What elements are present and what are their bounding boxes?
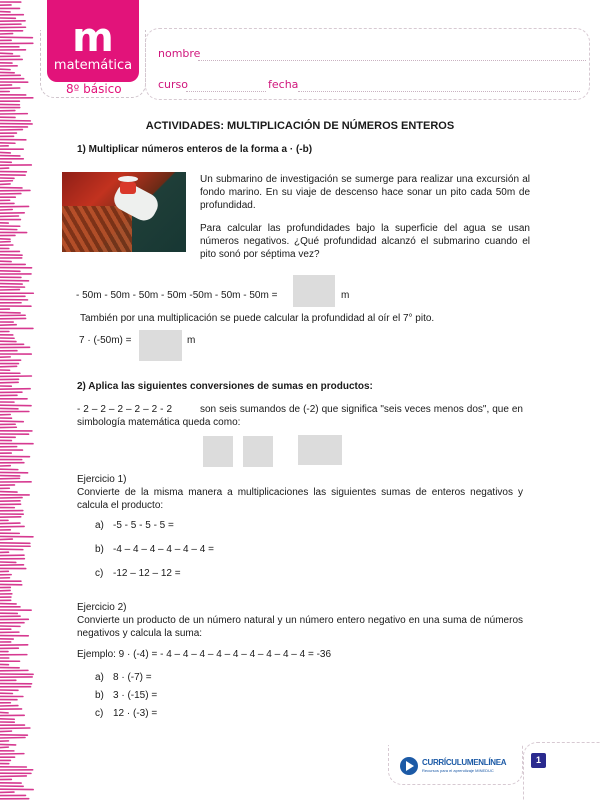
ex2-item-a: 8 · (-7) =: [113, 672, 152, 683]
ex1-item-a-label: a): [95, 520, 104, 531]
multiplication-note: También por una multiplicación se puede calcular la profundidad al oír el 7° pito.: [80, 313, 435, 324]
product-unit: m: [187, 335, 196, 346]
submarine-image: [62, 172, 186, 252]
brand-tagline: Recursos para el aprendizaje MINEDUC: [422, 768, 494, 773]
exercise1-instructions: Convierte de la misma manera a multiplicaciones las siguientes sumas de enteros negativos y calcula el producto:: [77, 487, 523, 511]
ex2-item-a-label: a): [95, 672, 104, 683]
logo-letter: m: [72, 15, 114, 61]
section2-heading: 2) Aplica las siguientes conversiones de sumas en productos:: [77, 381, 373, 392]
submarine-tower: [120, 182, 136, 194]
page-title: ACTIVIDADES: MULTIPLICACIÓN DE NÚMEROS ENTEROS: [145, 120, 455, 132]
story-paragraph-2: Para calcular las profundidades bajo la superficie del agua se usan números negativos. ¿Qué profundidad alcanzó el submarino cuando el pito sonó por séptima vez?: [200, 223, 530, 260]
exercise2-example: Ejemplo: 9 · (-4) = - 4 – 4 – 4 – 4 – 4 – 4 – 4 – 4 – 4 = -36: [77, 649, 332, 660]
ex1-item-b: -4 – 4 – 4 – 4 – 4 – 4 =: [113, 544, 214, 555]
intro-text: son seis sumandos de (-2) que significa "seis veces menos dos", que en simbología matemática queda como:: [77, 404, 523, 428]
page-number-badge: 1: [531, 753, 546, 768]
story-paragraph-1: Un submarino de investigación se sumerge para realizar una excursión al fondo marino. En su viaje de descenso hace sonar un pito cada 50m de profundidad.: [200, 174, 530, 211]
ex2-item-b-label: b): [95, 690, 104, 701]
deck-detail: [62, 206, 132, 252]
exercise2-heading: Ejercicio 2): [77, 602, 127, 613]
exercise1-heading: Ejercicio 1): [77, 474, 127, 485]
section1-heading: 1) Multiplicar números enteros de la forma a · (-b): [77, 144, 313, 155]
ex1-item-c: -12 – 12 – 12 =: [113, 568, 181, 579]
name-label: nombre: [158, 47, 201, 60]
brand-name: CURRÍCULUMENLÍNEA: [422, 758, 507, 767]
logo-word: matemática: [53, 58, 133, 73]
section2-intro: [77, 403, 523, 429]
subject-logo: [47, 0, 139, 82]
ex2-item-b: 3 · (-15) =: [113, 690, 158, 701]
date-field[interactable]: [298, 91, 580, 92]
footer-frame-right: [523, 742, 600, 800]
ex2-item-c-label: c): [95, 708, 104, 719]
answer-box-result[interactable]: [298, 435, 342, 465]
play-icon: [400, 757, 418, 775]
submarine-dish: [118, 176, 138, 182]
student-info-frame: [145, 28, 590, 100]
answer-box-product[interactable]: [139, 330, 182, 361]
answer-box-factor-2[interactable]: [243, 436, 273, 467]
intro-expression: - 2 – 2 – 2 – 2 – 2 - 2: [77, 404, 173, 415]
ex1-item-c-label: c): [95, 568, 104, 579]
exercise2-instructions: Convierte un producto de un número natural y un número entero negativo en una suma de números negativos y calcula la suma:: [77, 615, 523, 639]
answer-box-sum[interactable]: [293, 275, 335, 307]
date-label: fecha: [268, 78, 299, 91]
product-expression: 7 · (-50m) =: [79, 335, 132, 346]
ex1-item-b-label: b): [95, 544, 104, 555]
name-field[interactable]: [198, 60, 586, 61]
ex2-item-c: 12 · (-3) =: [113, 708, 158, 719]
answer-box-factor-1[interactable]: [203, 436, 233, 467]
grade-label: 8º básico: [66, 82, 122, 96]
course-field[interactable]: [186, 91, 266, 92]
sum-unit: m: [341, 290, 350, 301]
course-label: curso: [158, 78, 189, 91]
sum-expression: - 50m - 50m - 50m - 50m -50m - 50m - 50m =: [76, 290, 278, 301]
ex1-item-a: -5 - 5 - 5 - 5 =: [113, 520, 174, 531]
